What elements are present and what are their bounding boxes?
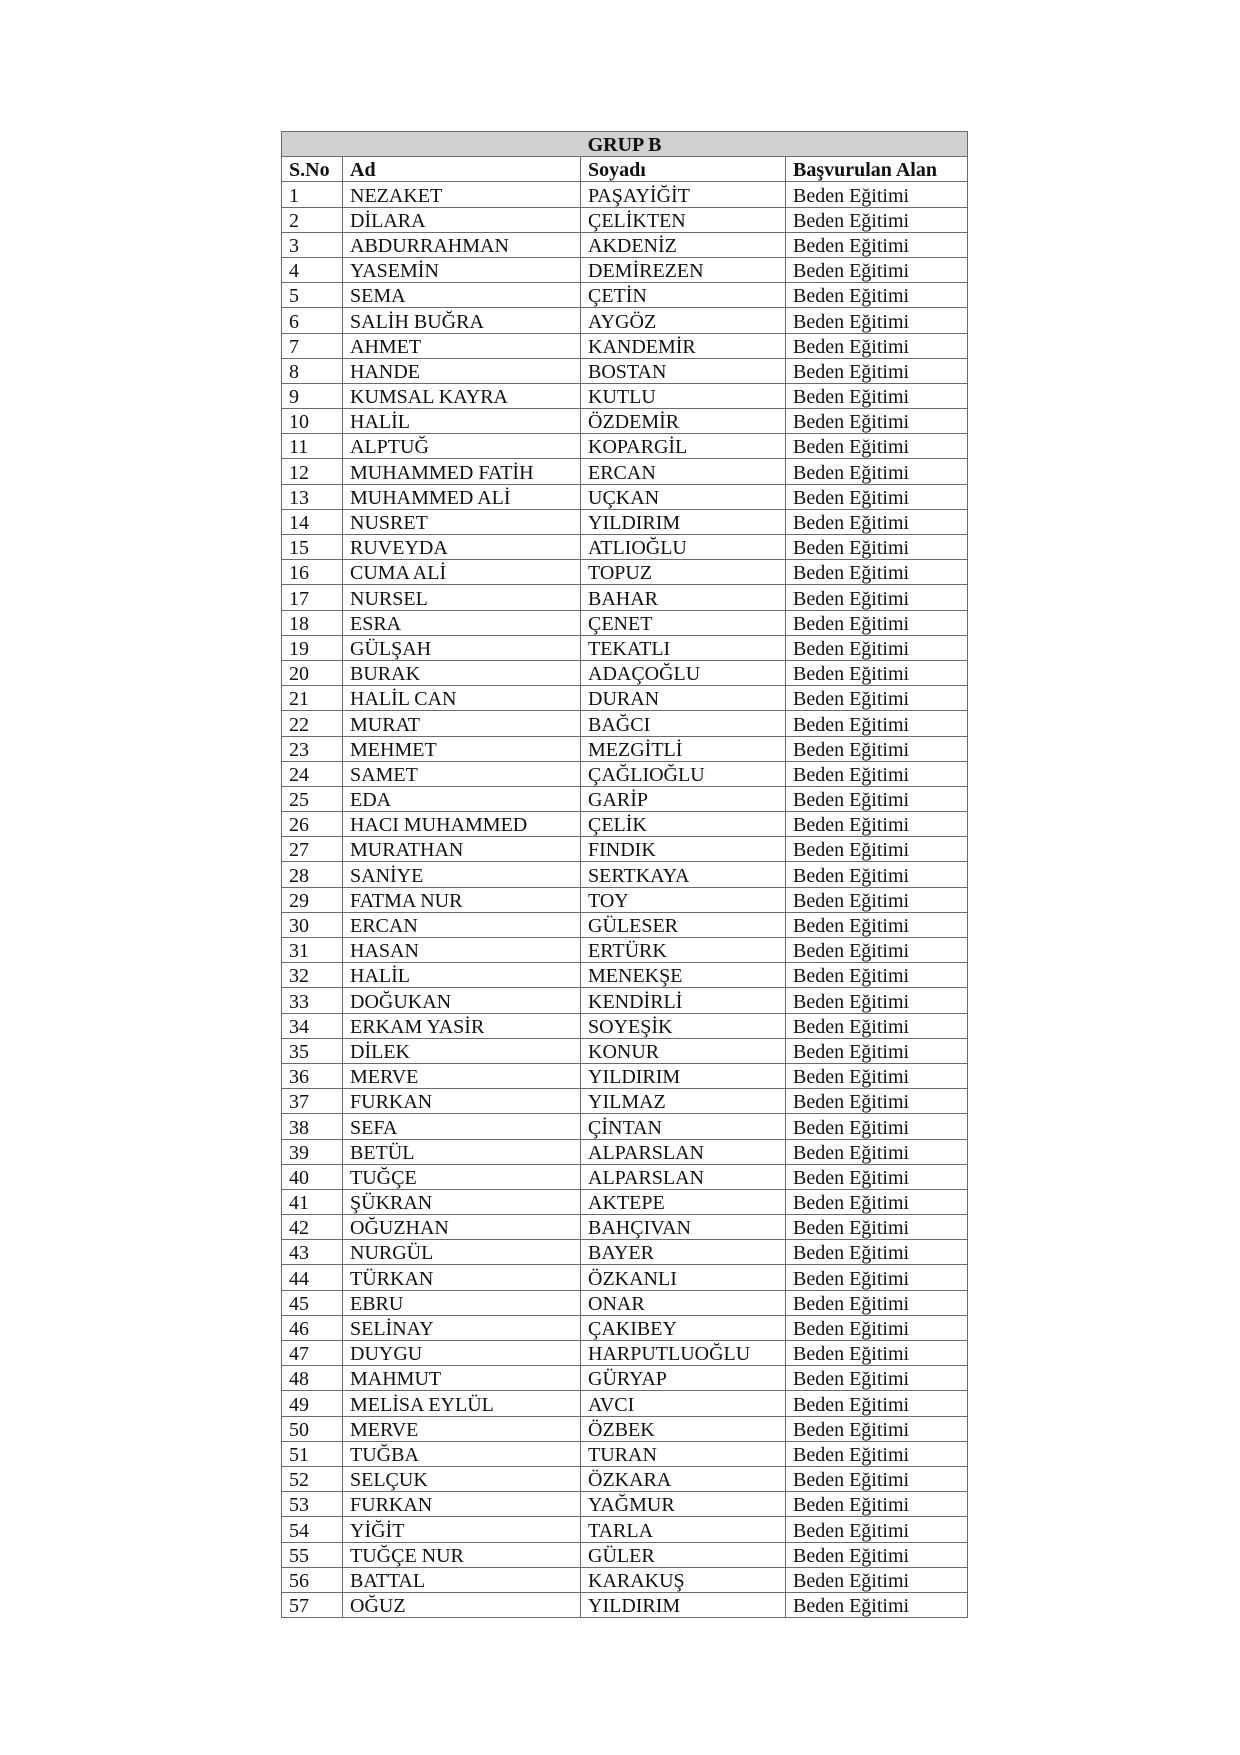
- cell-soyadi: KENDİRLİ: [581, 988, 786, 1013]
- cell-soyadi: PAŞAYİĞİT: [581, 182, 786, 207]
- table-row: [282, 182, 968, 207]
- cell-soyadi: ONAR: [581, 1290, 786, 1315]
- cell-soyadi: BAĞCI: [581, 711, 786, 736]
- cell-ad: NEZAKET: [343, 182, 581, 207]
- table-row: [282, 736, 968, 761]
- cell-sno: 26: [282, 812, 343, 837]
- cell-ad: CUMA ALİ: [343, 560, 581, 585]
- cell-soyadi: KARAKUŞ: [581, 1567, 786, 1592]
- cell-ad: DUYGU: [343, 1341, 581, 1366]
- cell-sno: 20: [282, 660, 343, 685]
- cell-basvurulan-alan: Beden Eğitimi: [786, 660, 968, 685]
- cell-soyadi: DEMİREZEN: [581, 257, 786, 282]
- cell-soyadi: YILMAZ: [581, 1089, 786, 1114]
- cell-basvurulan-alan: Beden Eğitimi: [786, 1164, 968, 1189]
- cell-ad: MURATHAN: [343, 837, 581, 862]
- cell-soyadi: SERTKAYA: [581, 862, 786, 887]
- table-row: [282, 1391, 968, 1416]
- cell-ad: MAHMUT: [343, 1366, 581, 1391]
- cell-basvurulan-alan: Beden Eğitimi: [786, 207, 968, 232]
- table-row: [282, 988, 968, 1013]
- table-row: [282, 1038, 968, 1063]
- cell-sno: 46: [282, 1315, 343, 1340]
- cell-soyadi: AKDENİZ: [581, 232, 786, 257]
- table-row: [282, 887, 968, 912]
- cell-ad: SELİNAY: [343, 1315, 581, 1340]
- cell-basvurulan-alan: Beden Eğitimi: [786, 1391, 968, 1416]
- cell-ad: BURAK: [343, 660, 581, 685]
- cell-sno: 42: [282, 1215, 343, 1240]
- table-title-row: [282, 132, 968, 157]
- table-row: [282, 383, 968, 408]
- cell-sno: 57: [282, 1592, 343, 1617]
- cell-sno: 48: [282, 1366, 343, 1391]
- table-row: [282, 560, 968, 585]
- cell-soyadi: ÇETİN: [581, 283, 786, 308]
- cell-sno: 36: [282, 1063, 343, 1088]
- cell-soyadi: BAYER: [581, 1240, 786, 1265]
- cell-basvurulan-alan: Beden Eğitimi: [786, 459, 968, 484]
- cell-ad: SEFA: [343, 1114, 581, 1139]
- cell-basvurulan-alan: Beden Eğitimi: [786, 711, 968, 736]
- cell-sno: 37: [282, 1089, 343, 1114]
- cell-basvurulan-alan: Beden Eğitimi: [786, 434, 968, 459]
- table-row: [282, 1315, 968, 1340]
- cell-soyadi: KUTLU: [581, 383, 786, 408]
- table-row: [282, 1466, 968, 1491]
- cell-basvurulan-alan: Beden Eğitimi: [786, 938, 968, 963]
- cell-sno: 27: [282, 837, 343, 862]
- cell-ad: ABDURRAHMAN: [343, 232, 581, 257]
- table-row: [282, 459, 968, 484]
- cell-basvurulan-alan: Beden Eğitimi: [786, 409, 968, 434]
- cell-sno: 33: [282, 988, 343, 1013]
- cell-basvurulan-alan: Beden Eğitimi: [786, 383, 968, 408]
- cell-sno: 41: [282, 1189, 343, 1214]
- cell-soyadi: GÜRYAP: [581, 1366, 786, 1391]
- cell-ad: FATMA NUR: [343, 887, 581, 912]
- cell-ad: MUHAMMED FATİH: [343, 459, 581, 484]
- cell-basvurulan-alan: Beden Eğitimi: [786, 610, 968, 635]
- cell-sno: 1: [282, 182, 343, 207]
- cell-sno: 50: [282, 1416, 343, 1441]
- table-row: [282, 686, 968, 711]
- table-row: [282, 1542, 968, 1567]
- table-row: [282, 761, 968, 786]
- cell-sno: 22: [282, 711, 343, 736]
- cell-soyadi: ADAÇOĞLU: [581, 660, 786, 685]
- cell-sno: 53: [282, 1492, 343, 1517]
- cell-soyadi: HARPUTLUOĞLU: [581, 1341, 786, 1366]
- cell-basvurulan-alan: Beden Eğitimi: [786, 862, 968, 887]
- cell-soyadi: ATLIOĞLU: [581, 535, 786, 560]
- cell-sno: 8: [282, 358, 343, 383]
- header-ad: Ad: [343, 157, 581, 182]
- cell-ad: HACI MUHAMMED: [343, 812, 581, 837]
- cell-basvurulan-alan: Beden Eğitimi: [786, 1542, 968, 1567]
- cell-ad: ŞÜKRAN: [343, 1189, 581, 1214]
- cell-soyadi: FINDIK: [581, 837, 786, 862]
- cell-sno: 39: [282, 1139, 343, 1164]
- cell-ad: EDA: [343, 786, 581, 811]
- table-row: [282, 1215, 968, 1240]
- cell-sno: 43: [282, 1240, 343, 1265]
- cell-basvurulan-alan: Beden Eğitimi: [786, 736, 968, 761]
- cell-ad: HANDE: [343, 358, 581, 383]
- cell-soyadi: BAHAR: [581, 585, 786, 610]
- cell-ad: MERVE: [343, 1416, 581, 1441]
- table-row: [282, 1013, 968, 1038]
- cell-ad: AHMET: [343, 333, 581, 358]
- cell-soyadi: ÇAĞLIOĞLU: [581, 761, 786, 786]
- cell-ad: MURAT: [343, 711, 581, 736]
- cell-sno: 40: [282, 1164, 343, 1189]
- cell-basvurulan-alan: Beden Eğitimi: [786, 308, 968, 333]
- cell-sno: 18: [282, 610, 343, 635]
- cell-basvurulan-alan: Beden Eğitimi: [786, 786, 968, 811]
- table-row: [282, 862, 968, 887]
- table-row: [282, 1592, 968, 1617]
- table-row: [282, 207, 968, 232]
- table-row: [282, 484, 968, 509]
- cell-basvurulan-alan: Beden Eğitimi: [786, 1240, 968, 1265]
- table-row: [282, 1114, 968, 1139]
- cell-soyadi: ALPARSLAN: [581, 1139, 786, 1164]
- cell-basvurulan-alan: Beden Eğitimi: [786, 1290, 968, 1315]
- cell-basvurulan-alan: Beden Eğitimi: [786, 1492, 968, 1517]
- table-row: [282, 938, 968, 963]
- cell-basvurulan-alan: Beden Eğitimi: [786, 1114, 968, 1139]
- table-row: [282, 1164, 968, 1189]
- cell-sno: 32: [282, 963, 343, 988]
- cell-basvurulan-alan: Beden Eğitimi: [786, 686, 968, 711]
- cell-ad: MERVE: [343, 1063, 581, 1088]
- cell-soyadi: ÖZKARA: [581, 1466, 786, 1491]
- cell-soyadi: BOSTAN: [581, 358, 786, 383]
- cell-sno: 13: [282, 484, 343, 509]
- cell-ad: YASEMİN: [343, 257, 581, 282]
- cell-basvurulan-alan: Beden Eğitimi: [786, 182, 968, 207]
- cell-ad: ERCAN: [343, 912, 581, 937]
- cell-ad: DİLEK: [343, 1038, 581, 1063]
- cell-soyadi: ÇAKIBEY: [581, 1315, 786, 1340]
- cell-basvurulan-alan: Beden Eğitimi: [786, 761, 968, 786]
- cell-ad: SAMET: [343, 761, 581, 786]
- table-row: [282, 1517, 968, 1542]
- cell-ad: SELÇUK: [343, 1466, 581, 1491]
- cell-soyadi: SOYEŞİK: [581, 1013, 786, 1038]
- table-row: [282, 660, 968, 685]
- cell-sno: 38: [282, 1114, 343, 1139]
- cell-soyadi: AYGÖZ: [581, 308, 786, 333]
- table-header-row: [282, 157, 968, 182]
- table-row: [282, 635, 968, 660]
- cell-sno: 31: [282, 938, 343, 963]
- cell-ad: SANİYE: [343, 862, 581, 887]
- cell-soyadi: YAĞMUR: [581, 1492, 786, 1517]
- cell-soyadi: MENEKŞE: [581, 963, 786, 988]
- cell-sno: 47: [282, 1341, 343, 1366]
- cell-basvurulan-alan: Beden Eğitimi: [786, 1416, 968, 1441]
- cell-ad: DİLARA: [343, 207, 581, 232]
- cell-basvurulan-alan: Beden Eğitimi: [786, 837, 968, 862]
- cell-soyadi: ÇELİKTEN: [581, 207, 786, 232]
- cell-ad: ERKAM YASİR: [343, 1013, 581, 1038]
- cell-ad: KUMSAL KAYRA: [343, 383, 581, 408]
- cell-soyadi: TOY: [581, 887, 786, 912]
- cell-basvurulan-alan: Beden Eğitimi: [786, 333, 968, 358]
- cell-soyadi: MEZGİTLİ: [581, 736, 786, 761]
- cell-basvurulan-alan: Beden Eğitimi: [786, 1139, 968, 1164]
- table-row: [282, 1240, 968, 1265]
- cell-ad: ESRA: [343, 610, 581, 635]
- table-row: [282, 912, 968, 937]
- cell-soyadi: KANDEMİR: [581, 333, 786, 358]
- cell-basvurulan-alan: Beden Eğitimi: [786, 1466, 968, 1491]
- cell-ad: DOĞUKAN: [343, 988, 581, 1013]
- cell-basvurulan-alan: Beden Eğitimi: [786, 232, 968, 257]
- table-row: [282, 1441, 968, 1466]
- table-row: [282, 1492, 968, 1517]
- table-row: [282, 308, 968, 333]
- cell-basvurulan-alan: Beden Eğitimi: [786, 988, 968, 1013]
- table-row: [282, 1341, 968, 1366]
- cell-basvurulan-alan: Beden Eğitimi: [786, 1265, 968, 1290]
- table-row: [282, 585, 968, 610]
- cell-sno: 2: [282, 207, 343, 232]
- table-row: [282, 232, 968, 257]
- cell-ad: SEMA: [343, 283, 581, 308]
- cell-ad: MEHMET: [343, 736, 581, 761]
- cell-sno: 25: [282, 786, 343, 811]
- cell-soyadi: GÜLESER: [581, 912, 786, 937]
- cell-ad: NUSRET: [343, 509, 581, 534]
- cell-soyadi: TURAN: [581, 1441, 786, 1466]
- cell-basvurulan-alan: Beden Eğitimi: [786, 257, 968, 282]
- cell-soyadi: TEKATLI: [581, 635, 786, 660]
- cell-ad: SALİH BUĞRA: [343, 308, 581, 333]
- cell-basvurulan-alan: Beden Eğitimi: [786, 1567, 968, 1592]
- cell-ad: RUVEYDA: [343, 535, 581, 560]
- cell-sno: 55: [282, 1542, 343, 1567]
- cell-sno: 6: [282, 308, 343, 333]
- cell-basvurulan-alan: Beden Eğitimi: [786, 812, 968, 837]
- cell-soyadi: AKTEPE: [581, 1189, 786, 1214]
- cell-sno: 19: [282, 635, 343, 660]
- cell-sno: 10: [282, 409, 343, 434]
- cell-basvurulan-alan: Beden Eğitimi: [786, 1366, 968, 1391]
- table-row: [282, 509, 968, 534]
- cell-basvurulan-alan: Beden Eğitimi: [786, 509, 968, 534]
- cell-soyadi: TARLA: [581, 1517, 786, 1542]
- cell-sno: 35: [282, 1038, 343, 1063]
- table-row: [282, 610, 968, 635]
- cell-ad: TUĞÇE: [343, 1164, 581, 1189]
- cell-sno: 16: [282, 560, 343, 585]
- cell-soyadi: GARİP: [581, 786, 786, 811]
- cell-ad: TUĞÇE NUR: [343, 1542, 581, 1567]
- cell-sno: 56: [282, 1567, 343, 1592]
- cell-soyadi: ERCAN: [581, 459, 786, 484]
- table-row: [282, 1366, 968, 1391]
- cell-soyadi: YILDIRIM: [581, 1063, 786, 1088]
- cell-basvurulan-alan: Beden Eğitimi: [786, 535, 968, 560]
- cell-basvurulan-alan: Beden Eğitimi: [786, 887, 968, 912]
- cell-ad: NURSEL: [343, 585, 581, 610]
- cell-soyadi: ÇELİK: [581, 812, 786, 837]
- table-row: [282, 1139, 968, 1164]
- table-body: [282, 182, 968, 1618]
- header-basvurulan-alan: Başvurulan Alan: [786, 157, 968, 182]
- cell-basvurulan-alan: Beden Eğitimi: [786, 585, 968, 610]
- cell-basvurulan-alan: Beden Eğitimi: [786, 912, 968, 937]
- cell-soyadi: ERTÜRK: [581, 938, 786, 963]
- cell-basvurulan-alan: Beden Eğitimi: [786, 358, 968, 383]
- cell-sno: 51: [282, 1441, 343, 1466]
- cell-ad: HALİL: [343, 409, 581, 434]
- cell-sno: 12: [282, 459, 343, 484]
- cell-ad: HASAN: [343, 938, 581, 963]
- cell-ad: FURKAN: [343, 1492, 581, 1517]
- cell-sno: 34: [282, 1013, 343, 1038]
- table-row: [282, 812, 968, 837]
- cell-ad: FURKAN: [343, 1089, 581, 1114]
- cell-sno: 44: [282, 1265, 343, 1290]
- cell-soyadi: KOPARGİL: [581, 434, 786, 459]
- table-row: [282, 283, 968, 308]
- table-row: [282, 1290, 968, 1315]
- cell-sno: 14: [282, 509, 343, 534]
- cell-ad: YİĞİT: [343, 1517, 581, 1542]
- cell-ad: EBRU: [343, 1290, 581, 1315]
- cell-sno: 4: [282, 257, 343, 282]
- table-row: [282, 333, 968, 358]
- cell-basvurulan-alan: Beden Eğitimi: [786, 1517, 968, 1542]
- table-row: [282, 1063, 968, 1088]
- cell-basvurulan-alan: Beden Eğitimi: [786, 1315, 968, 1340]
- cell-sno: 49: [282, 1391, 343, 1416]
- cell-soyadi: GÜLER: [581, 1542, 786, 1567]
- cell-basvurulan-alan: Beden Eğitimi: [786, 1038, 968, 1063]
- cell-sno: 11: [282, 434, 343, 459]
- cell-soyadi: UÇKAN: [581, 484, 786, 509]
- cell-basvurulan-alan: Beden Eğitimi: [786, 1441, 968, 1466]
- cell-soyadi: YILDIRIM: [581, 1592, 786, 1617]
- cell-ad: ALPTUĞ: [343, 434, 581, 459]
- table-row: [282, 1416, 968, 1441]
- table-row: [282, 837, 968, 862]
- cell-basvurulan-alan: Beden Eğitimi: [786, 635, 968, 660]
- cell-soyadi: ÖZKANLI: [581, 1265, 786, 1290]
- cell-ad: MUHAMMED ALİ: [343, 484, 581, 509]
- cell-soyadi: KONUR: [581, 1038, 786, 1063]
- group-table: [281, 131, 968, 1618]
- cell-ad: GÜLŞAH: [343, 635, 581, 660]
- header-sno: S.No: [282, 157, 343, 182]
- cell-soyadi: AVCI: [581, 1391, 786, 1416]
- cell-soyadi: ÇENET: [581, 610, 786, 635]
- table-title: GRUP B: [282, 132, 968, 157]
- cell-sno: 28: [282, 862, 343, 887]
- cell-sno: 23: [282, 736, 343, 761]
- header-soyadi: Soyadı: [581, 157, 786, 182]
- cell-sno: 7: [282, 333, 343, 358]
- cell-soyadi: ÖZDEMİR: [581, 409, 786, 434]
- table-row: [282, 711, 968, 736]
- table-row: [282, 1189, 968, 1214]
- cell-ad: HALİL: [343, 963, 581, 988]
- cell-soyadi: ÖZBEK: [581, 1416, 786, 1441]
- cell-sno: 24: [282, 761, 343, 786]
- cell-sno: 54: [282, 1517, 343, 1542]
- table-row: [282, 434, 968, 459]
- cell-sno: 21: [282, 686, 343, 711]
- cell-basvurulan-alan: Beden Eğitimi: [786, 1592, 968, 1617]
- cell-sno: 30: [282, 912, 343, 937]
- cell-ad: TÜRKAN: [343, 1265, 581, 1290]
- cell-ad: TUĞBA: [343, 1441, 581, 1466]
- cell-basvurulan-alan: Beden Eğitimi: [786, 560, 968, 585]
- cell-ad: OĞUZ: [343, 1592, 581, 1617]
- table-row: [282, 535, 968, 560]
- cell-basvurulan-alan: Beden Eğitimi: [786, 1215, 968, 1240]
- cell-ad: BETÜL: [343, 1139, 581, 1164]
- cell-sno: 15: [282, 535, 343, 560]
- cell-basvurulan-alan: Beden Eğitimi: [786, 1189, 968, 1214]
- cell-soyadi: DURAN: [581, 686, 786, 711]
- cell-soyadi: ÇİNTAN: [581, 1114, 786, 1139]
- cell-sno: 9: [282, 383, 343, 408]
- cell-basvurulan-alan: Beden Eğitimi: [786, 484, 968, 509]
- cell-soyadi: TOPUZ: [581, 560, 786, 585]
- cell-sno: 45: [282, 1290, 343, 1315]
- cell-basvurulan-alan: Beden Eğitimi: [786, 1341, 968, 1366]
- table-row: [282, 358, 968, 383]
- cell-sno: 52: [282, 1466, 343, 1491]
- cell-soyadi: ALPARSLAN: [581, 1164, 786, 1189]
- cell-soyadi: BAHÇIVAN: [581, 1215, 786, 1240]
- cell-ad: BATTAL: [343, 1567, 581, 1592]
- cell-sno: 17: [282, 585, 343, 610]
- cell-basvurulan-alan: Beden Eğitimi: [786, 1013, 968, 1038]
- cell-ad: HALİL CAN: [343, 686, 581, 711]
- cell-basvurulan-alan: Beden Eğitimi: [786, 283, 968, 308]
- cell-soyadi: YILDIRIM: [581, 509, 786, 534]
- cell-basvurulan-alan: Beden Eğitimi: [786, 1089, 968, 1114]
- cell-sno: 3: [282, 232, 343, 257]
- cell-basvurulan-alan: Beden Eğitimi: [786, 963, 968, 988]
- table-row: [282, 409, 968, 434]
- table-row: [282, 1089, 968, 1114]
- cell-ad: NURGÜL: [343, 1240, 581, 1265]
- cell-ad: MELİSA EYLÜL: [343, 1391, 581, 1416]
- table-row: [282, 786, 968, 811]
- table-row: [282, 1567, 968, 1592]
- cell-sno: 5: [282, 283, 343, 308]
- table-row: [282, 1265, 968, 1290]
- cell-sno: 29: [282, 887, 343, 912]
- table-row: [282, 257, 968, 282]
- cell-basvurulan-alan: Beden Eğitimi: [786, 1063, 968, 1088]
- cell-ad: OĞUZHAN: [343, 1215, 581, 1240]
- table-row: [282, 963, 968, 988]
